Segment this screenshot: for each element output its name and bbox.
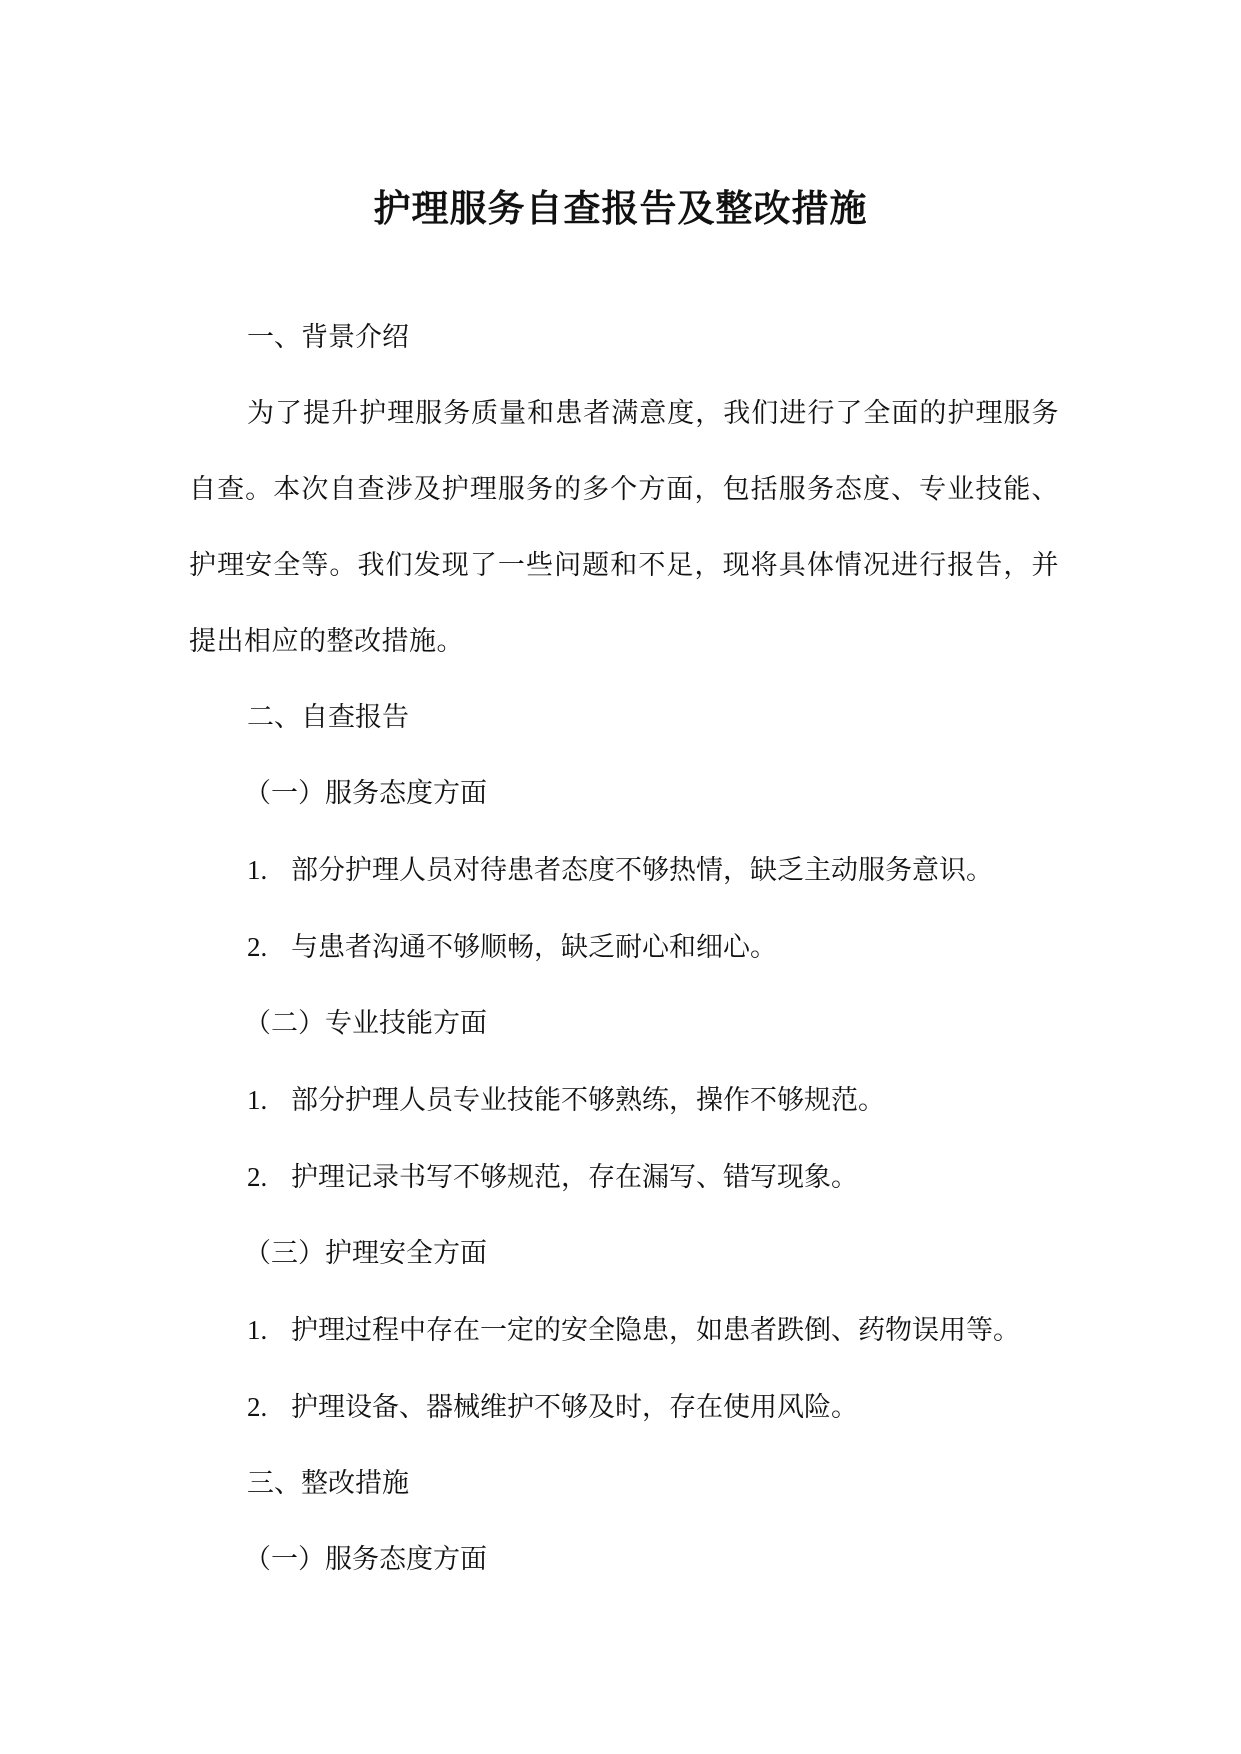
item-text: 护理记录书写不够规范，存在漏写、错写现象。 xyxy=(291,1162,858,1193)
item-text: 护理过程中存在一定的安全隐患，如患者跌倒、药物误用等。 xyxy=(291,1315,1020,1346)
item-text: 部分护理人员专业技能不够熟练，操作不够规范。 xyxy=(291,1085,885,1116)
document-title: 护理服务自查报告及整改措施 xyxy=(373,186,868,230)
list-item xyxy=(189,1292,1059,1369)
document-body xyxy=(189,300,1059,1598)
item-number: 1. xyxy=(247,1315,268,1345)
item-number: 2. xyxy=(247,1162,268,1192)
list-item xyxy=(189,909,1059,986)
item-text: 与患者沟通不够顺畅，缺乏耐心和细心。 xyxy=(291,932,777,963)
item-number: 2. xyxy=(247,932,268,962)
section-heading-self-check: 二、自查报告 xyxy=(247,702,409,733)
item-text: 护理设备、器械维护不够及时，存在使用风险。 xyxy=(291,1392,858,1423)
background-paragraph: 为了提升护理服务质量和患者满意度，我们进行了全面的护理服务自查。本次自查涉及护理服务的多个方面，包括服务态度、专业技能、护理安全等。我们发现了一些问题和不足，现将具体情况进行报告，并提出相应的整改措施。 xyxy=(189,398,1059,657)
item-text: 部分护理人员对待患者态度不够热情，缺乏主动服务意识。 xyxy=(291,855,993,886)
subheading-professional-skills: （二）专业技能方面 xyxy=(244,1008,487,1039)
section-heading-background: 一、背景介绍 xyxy=(247,322,409,353)
section-heading-rectification: 三、整改措施 xyxy=(247,1468,409,1499)
list-item xyxy=(189,1369,1059,1446)
item-number: 1. xyxy=(247,855,268,885)
item-number: 2. xyxy=(247,1392,268,1422)
subheading-service-attitude-rectification: （一）服务态度方面 xyxy=(244,1544,487,1575)
item-number: 1. xyxy=(247,1085,268,1115)
subheading-service-attitude: （一）服务态度方面 xyxy=(244,778,487,809)
list-item xyxy=(189,1139,1059,1216)
subheading-nursing-safety: （三）护理安全方面 xyxy=(244,1238,487,1269)
list-item xyxy=(189,1062,1059,1139)
list-item xyxy=(189,832,1059,909)
